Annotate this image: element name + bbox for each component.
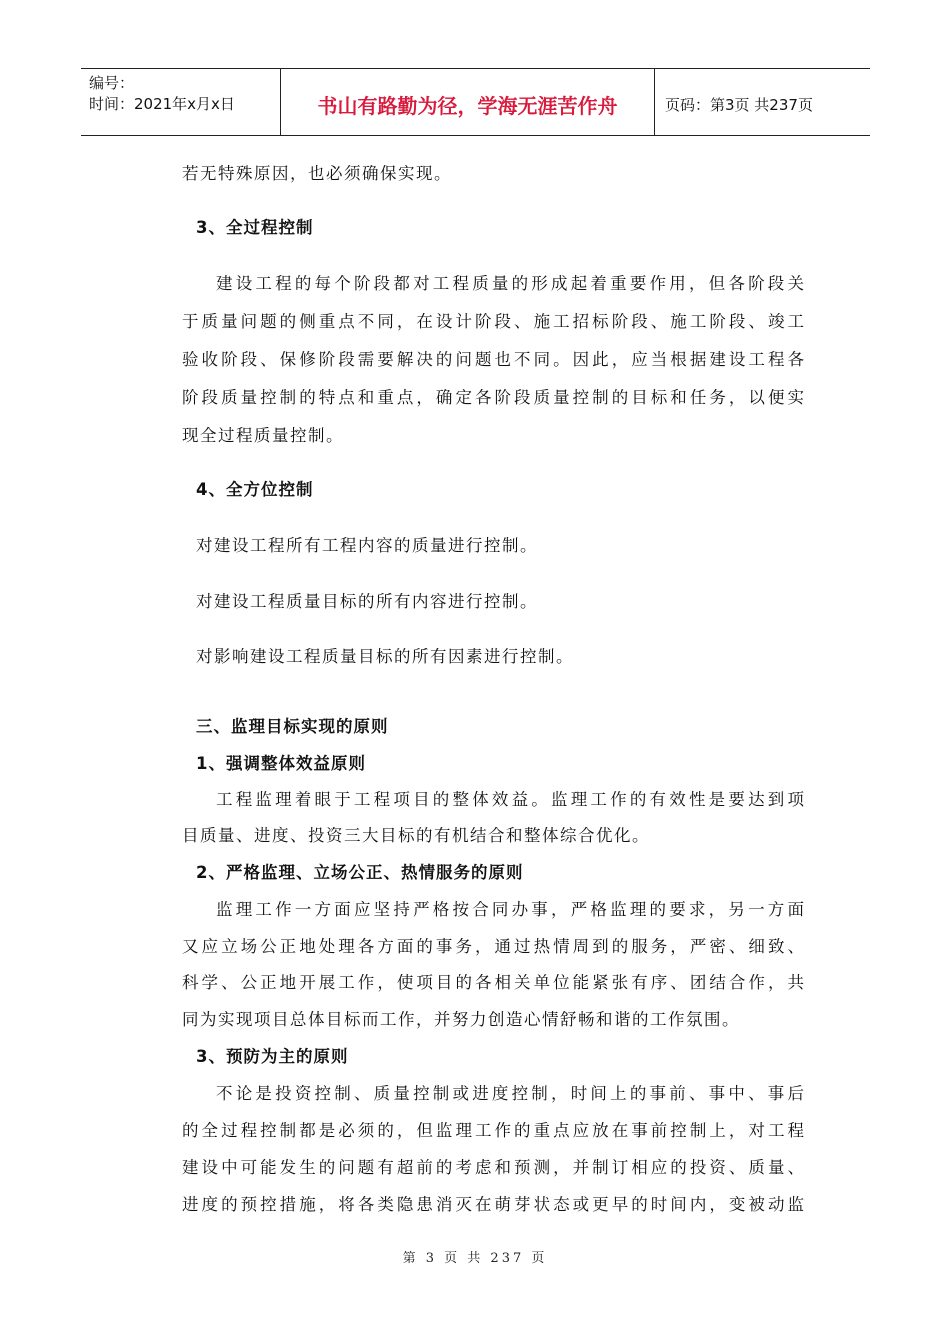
section-heading: 3、全过程控制 [196, 218, 314, 237]
paragraph-line: 验收阶段、保修阶段需要解决的问题也不同。因此，应当根据建设工程各 [182, 350, 804, 369]
paragraph-line: 阶段质量控制的特点和重点，确定各阶段质量控制的目标和任务，以便实 [182, 388, 804, 407]
section-heading: 1、强调整体效益原则 [196, 754, 366, 773]
paragraph-line: 进度的预控措施，将各类隐患消灭在萌芽状态或更早的时间内，变被动监 [182, 1195, 804, 1214]
paragraph-line: 科学、公正地开展工作，使项目的各相关单位能紧张有序、团结合作，共 [182, 973, 804, 992]
section-heading: 3、预防为主的原则 [196, 1047, 349, 1066]
bullet-line: 对建设工程质量目标的所有内容进行控制。 [196, 592, 538, 611]
header-motto: 书山有路勤为径，学海无涯苦作舟 [281, 69, 655, 135]
header-page-label: 页码：第3页 共237页 [665, 95, 813, 114]
number-label: 编号： [89, 74, 135, 92]
paragraph-line: 于质量问题的侧重点不同，在设计阶段、施工招标阶段、施工阶段、竣工 [182, 312, 804, 331]
paragraph-line: 现全过程质量控制。 [182, 426, 344, 445]
chapter-heading: 三、监理目标实现的原则 [196, 717, 389, 736]
paragraph-line: 工程监理着眼于工程项目的整体效益。监理工作的有效性是要达到项 [216, 790, 804, 809]
paragraph-line: 又应立场公正地处理各方面的事务，通过热情周到的服务，严密、细致、 [182, 937, 804, 956]
paragraph-line: 目质量、进度、投资三大目标的有机结合和整体综合优化。 [182, 826, 650, 845]
paragraph-line: 建设工程的每个阶段都对工程质量的形成起着重要作用，但各阶段关 [216, 274, 804, 293]
paragraph-line: 建设中可能发生的问题有超前的考虑和预测，并制订相应的投资、质量、 [182, 1158, 804, 1177]
header-meta [81, 69, 281, 135]
paragraph-line: 同为实现项目总体目标而工作，并努力创造心情舒畅和谐的工作氛围。 [182, 1010, 740, 1029]
page-header [81, 68, 870, 136]
section-heading: 4、全方位控制 [196, 480, 314, 499]
paragraph-line: 的全过程控制都是必须的，但监理工作的重点应放在事前控制上，对工程 [182, 1121, 804, 1140]
body-line: 若无特殊原因，也必须确保实现。 [182, 164, 452, 183]
section-heading: 2、严格监理、立场公正、热情服务的原则 [196, 863, 524, 882]
bullet-line: 对影响建设工程质量目标的所有因素进行控制。 [196, 647, 574, 666]
bullet-line: 对建设工程所有工程内容的质量进行控制。 [196, 536, 538, 555]
paragraph-line: 监理工作一方面应坚持严格按合同办事，严格监理的要求，另一方面 [216, 900, 804, 919]
page-footer: 第 3 页 共 237 页 [402, 1251, 548, 1266]
date-label: 时间：2021年x月x日 [89, 95, 235, 113]
paragraph-line: 不论是投资控制、质量控制或进度控制，时间上的事前、事中、事后 [216, 1084, 804, 1103]
